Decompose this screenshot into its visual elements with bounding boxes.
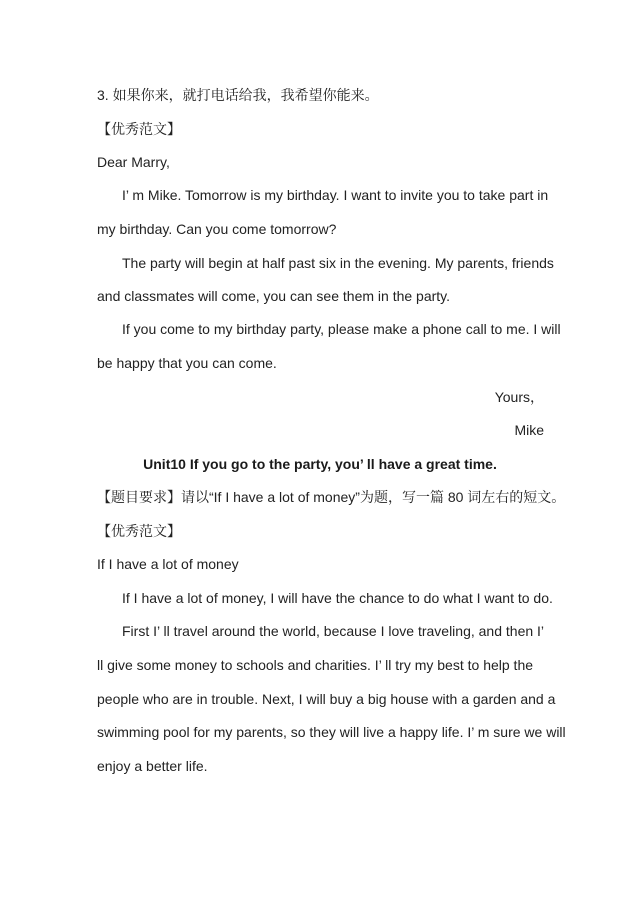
essay-title: If I have a lot of money <box>97 556 239 572</box>
essay-line: be happy that you can come. <box>97 355 277 371</box>
letter-signature: Mike <box>514 422 544 438</box>
section-label-model-essay: 【优秀范文】 <box>97 121 181 137</box>
essay-line: The party will begin at half past six in the evening. My parents, friends <box>122 255 554 271</box>
letter-closing: Yours， <box>494 389 544 405</box>
essay-line: swimming pool for my parents, so they will live a happy life. I’ m sure we will <box>97 724 566 740</box>
essay-line: ll give some money to schools and charities. I’ ll try my best to help the <box>97 657 534 673</box>
essay-line: enjoy a better life. <box>97 758 208 774</box>
task-requirement: 【题目要求】请以“If I have a lot of money”为题，写一篇 80 词左右的短文。 <box>97 489 566 505</box>
task-item-3: 3. 如果你来，就打电话给我，我希望你能来。 <box>97 87 379 103</box>
essay-line: If I have a lot of money, I will have the chance to do what I want to do. <box>122 590 553 606</box>
essay-line: my birthday. Can you come tomorrow? <box>97 221 337 237</box>
essay-line: If you come to my birthday party, please make a phone call to me. I will <box>122 321 561 337</box>
section-label-model-essay: 【优秀范文】 <box>97 523 181 539</box>
essay-line: and classmates will come, you can see them in the party. <box>97 288 451 304</box>
letter-salutation: Dear Marry, <box>97 154 170 170</box>
essay-line: First I’ ll travel around the world, because I love traveling, and then I’ <box>122 623 545 639</box>
essay-line: I’ m Mike. Tomorrow is my birthday. I want to invite you to take part in <box>122 187 549 203</box>
essay-line: people who are in trouble. Next, I will buy a big house with a garden and a <box>97 691 556 707</box>
unit-heading: Unit10 If you go to the party, you’ ll have a great time. <box>143 456 497 472</box>
